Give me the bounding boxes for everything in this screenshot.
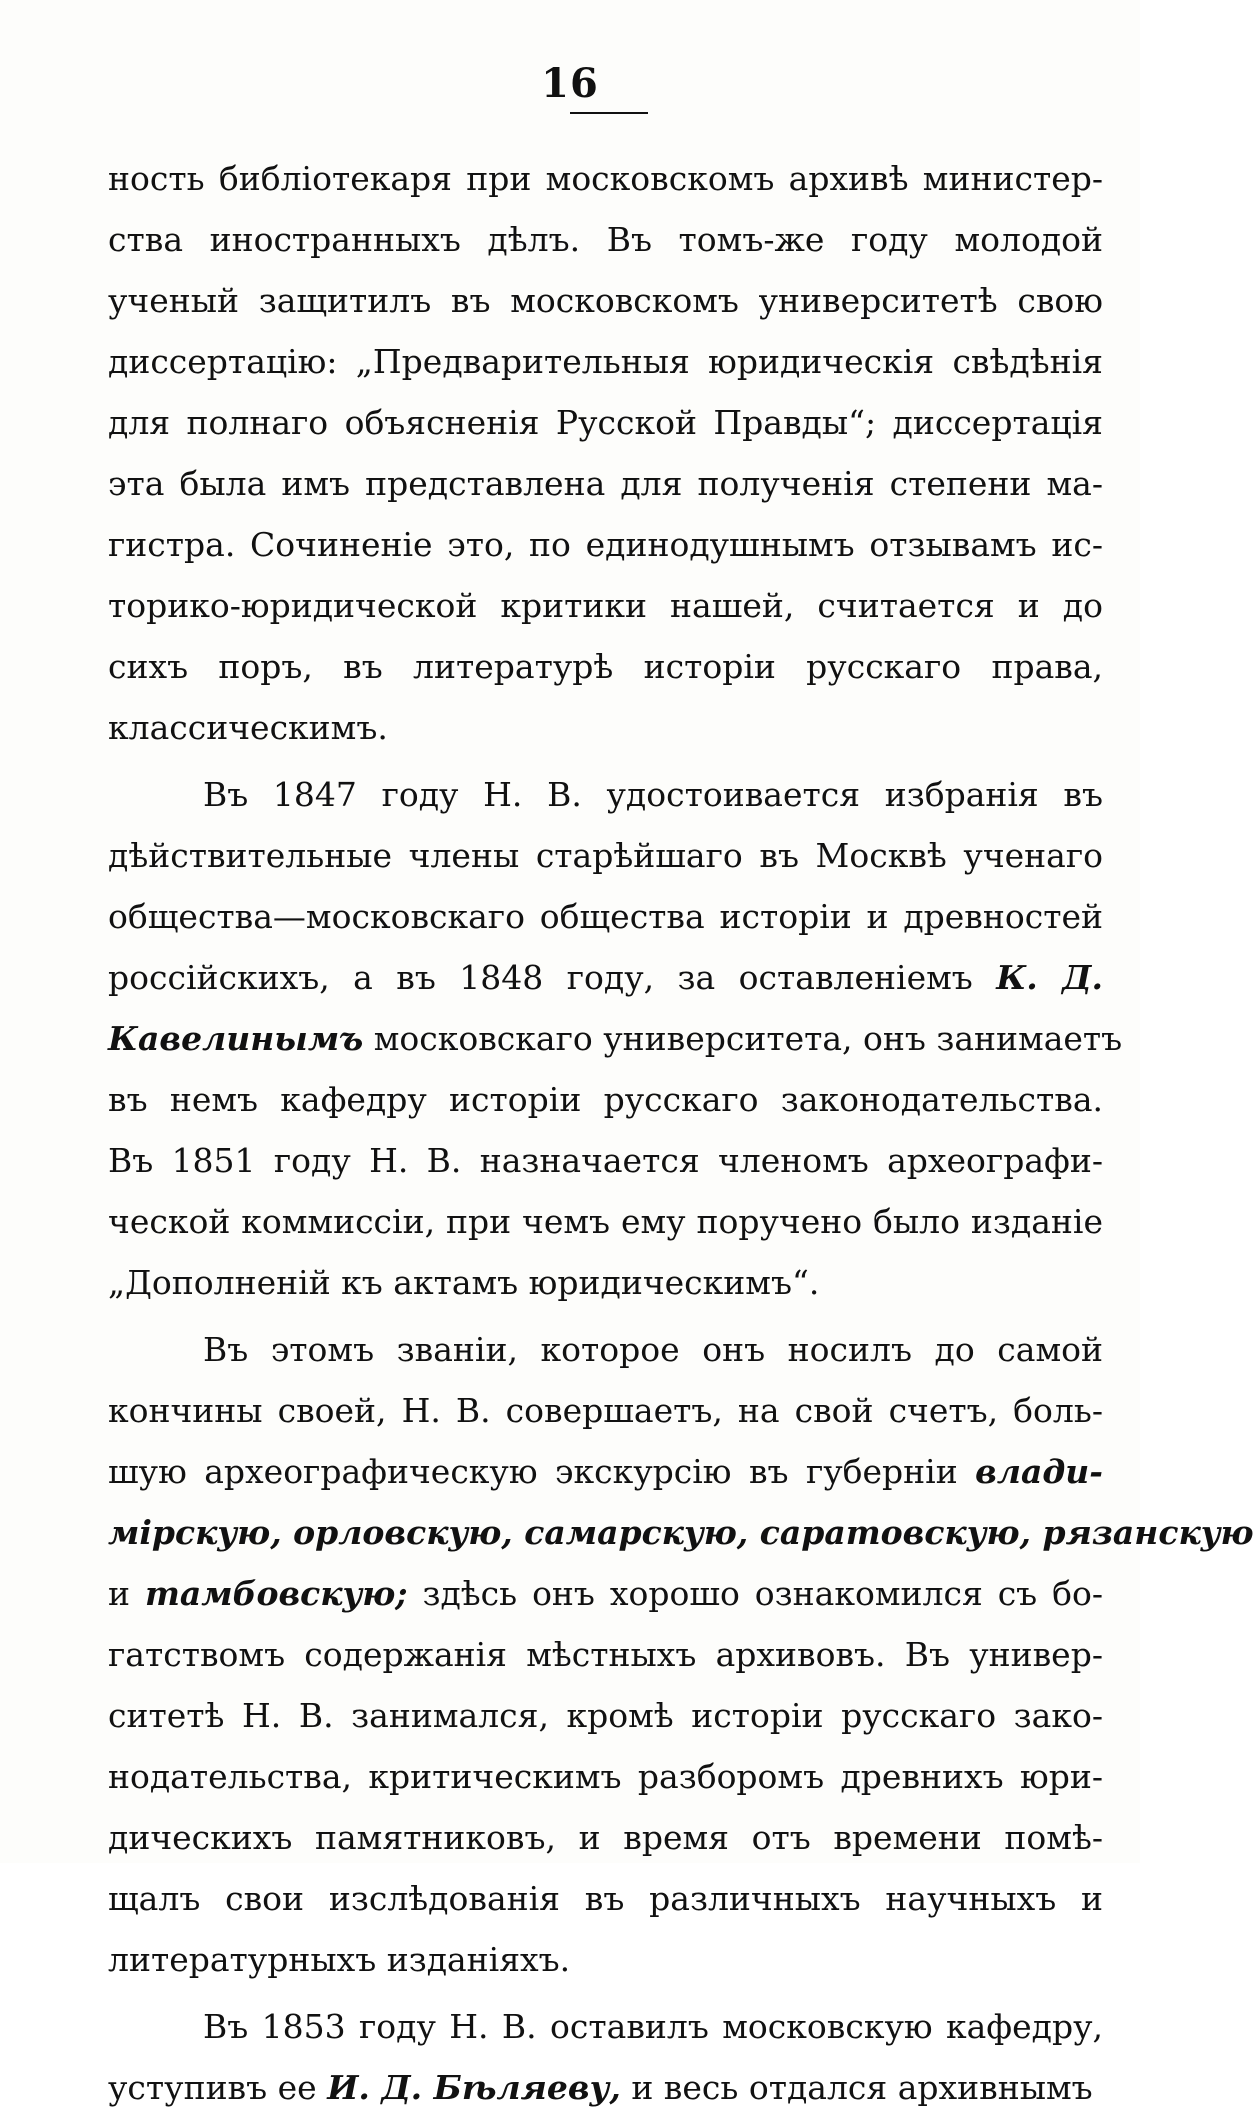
paragraph xyxy=(108,764,1123,1313)
text-line xyxy=(108,1008,1123,1069)
text-line xyxy=(108,1380,1103,1441)
text-line xyxy=(108,1624,1103,1685)
text-run: Въ этомъ званіи, которое онъ носилъ до самой xyxy=(203,1330,1103,1369)
text-line xyxy=(108,1685,1103,1746)
body-text xyxy=(108,148,1254,2118)
text-line xyxy=(108,1069,1103,1130)
text-run: здѣсь онъ хорошо ознакомился съ бо- xyxy=(407,1574,1103,1613)
text-run: россійскихъ, а въ 1848 году, за оставленіемъ xyxy=(108,958,997,997)
text-line xyxy=(108,331,1103,392)
text-line xyxy=(108,1319,1103,1380)
text-line xyxy=(108,1929,1103,1990)
text-line xyxy=(108,1252,1103,1313)
text-run: сихъ поръ, въ литературѣ исторіи русскаго права, xyxy=(108,647,1103,686)
text-line xyxy=(108,453,1103,514)
text-run: ученый защитилъ въ московскомъ университетѣ свою xyxy=(108,281,1103,320)
paragraph xyxy=(108,1996,1103,2118)
text-run: щалъ свои изслѣдованія въ различныхъ научныхъ и xyxy=(108,1879,1103,1918)
text-line xyxy=(108,636,1103,697)
text-run: Въ 1853 году Н. В. оставилъ московскую кафедру, xyxy=(203,2007,1103,2046)
text-line xyxy=(108,392,1103,453)
text-line xyxy=(108,1502,1254,1563)
text-line xyxy=(108,1563,1103,1624)
text-line xyxy=(108,209,1103,270)
text-line xyxy=(108,148,1103,209)
text-run: ческой коммиссіи, при чемъ ему поручено было изданіе xyxy=(108,1202,1103,1241)
text-line xyxy=(108,1868,1103,1929)
text-run: классическимъ. xyxy=(108,708,388,747)
text-run: ситетѣ Н. В. занимался, кромѣ исторіи русскаго зако- xyxy=(108,1696,1103,1735)
text-run: Въ 1851 году Н. В. назначается членомъ археографи- xyxy=(108,1141,1103,1180)
text-run: въ немъ кафедру исторіи русскаго законодательства. xyxy=(108,1080,1103,1119)
text-run: московскаго университета, онъ занимаетъ xyxy=(363,1019,1123,1058)
text-run: ность библіотекаря при московскомъ архивѣ министер- xyxy=(108,159,1103,198)
text-line xyxy=(108,886,1103,947)
text-run: и весь отдался архивнымъ xyxy=(620,2068,1093,2107)
text-line xyxy=(108,1996,1103,2057)
paragraph xyxy=(108,148,1103,758)
text-line xyxy=(108,1746,1103,1807)
text-line xyxy=(108,2057,1103,2118)
text-run: для полнаго объясненія Русской Правды“; диссертація xyxy=(108,403,1103,442)
text-run: и xyxy=(108,1574,145,1613)
text-line xyxy=(108,1130,1103,1191)
italic-text: мірскую, орловскую, самарскую, саратовскую, рязанскую xyxy=(108,1513,1254,1552)
text-line xyxy=(108,270,1103,331)
text-run: уступивъ ее xyxy=(108,2068,328,2107)
italic-text: Кавелинымъ xyxy=(108,1019,364,1058)
text-run: шую археографическую экскурсію въ губерніи xyxy=(108,1452,976,1491)
text-line xyxy=(108,1441,1103,1502)
italic-text: К. Д. xyxy=(996,958,1104,997)
text-run: Въ 1847 году Н. В. удостоивается избранія въ xyxy=(203,775,1103,814)
text-run: торико-юридической критики нашей, считается и до xyxy=(108,586,1103,625)
text-run: нодательства, критическимъ разборомъ древнихъ юри- xyxy=(108,1757,1103,1796)
text-run: общества—московскаго общества исторіи и древностей xyxy=(108,897,1103,936)
text-line xyxy=(108,947,1103,1008)
italic-text: тамбовскую; xyxy=(144,1574,408,1613)
text-line xyxy=(108,514,1103,575)
text-run: диссертацію: „Предварительныя юридическія свѣдѣнія xyxy=(108,342,1103,381)
italic-text: И. Д. Бѣляеву, xyxy=(327,2068,621,2107)
paragraph xyxy=(108,1319,1254,1990)
text-run: ства иностранныхъ дѣлъ. Въ томъ-же году молодой xyxy=(108,220,1103,259)
text-run: литературныхъ изданіяхъ. xyxy=(108,1940,571,1979)
header-rule xyxy=(570,112,648,114)
page-number: 16 xyxy=(541,60,599,107)
text-line xyxy=(108,764,1103,825)
text-line xyxy=(108,575,1103,636)
text-line xyxy=(108,1807,1103,1868)
text-run: эта была имъ представлена для полученія степени ма- xyxy=(108,464,1103,503)
text-run: „Дополненій къ актамъ юридическимъ“. xyxy=(108,1263,820,1302)
text-line xyxy=(108,825,1103,886)
text-run: гистра. Сочиненіе это, по единодушнымъ отзывамъ ис- xyxy=(108,525,1103,564)
text-run: гатствомъ содержанія мѣстныхъ архивовъ. Въ универ- xyxy=(108,1635,1103,1674)
text-run: дическихъ памятниковъ, и время отъ времени помѣ- xyxy=(108,1818,1103,1857)
text-line xyxy=(108,1191,1103,1252)
text-line xyxy=(108,697,1103,758)
text-run: дѣйствительные члены старѣйшаго въ Москвѣ ученаго xyxy=(108,836,1103,875)
text-run: кончины своей, Н. В. совершаетъ, на свой счетъ, боль- xyxy=(108,1391,1103,1430)
italic-text: влади- xyxy=(975,1452,1103,1491)
